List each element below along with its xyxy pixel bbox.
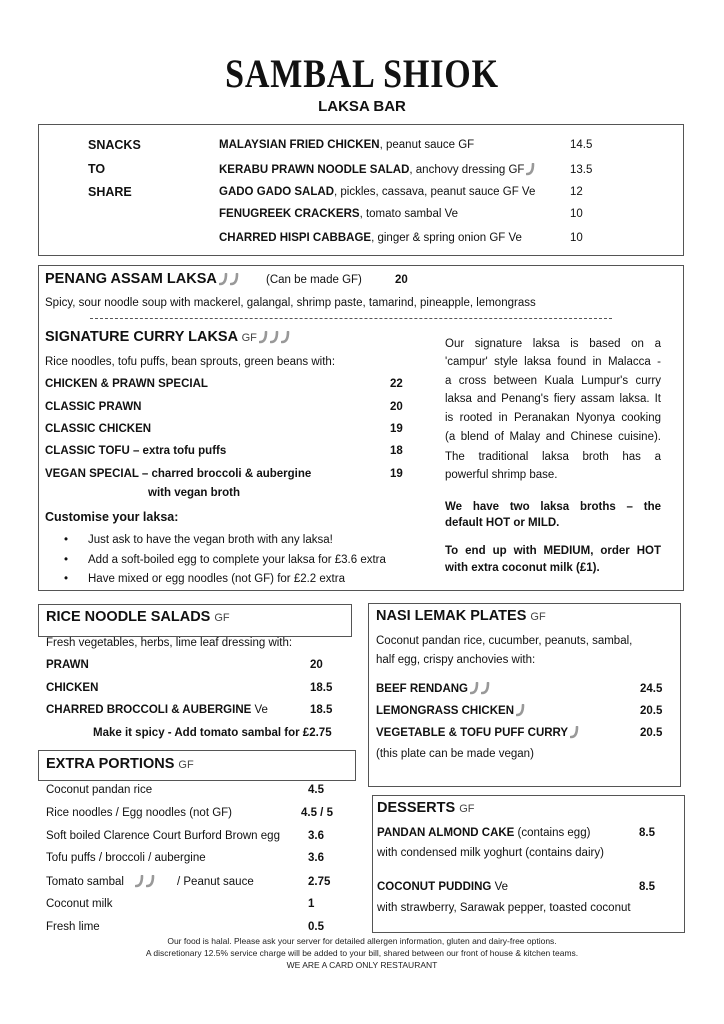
price: 14.5 (570, 139, 593, 151)
dish-name: LEMONGRASS CHICKEN (376, 705, 515, 717)
dish-desc: , peanut sauce GF (379, 139, 475, 151)
salad-price (310, 703, 332, 717)
signature-title (45, 328, 290, 347)
dessert-desc (377, 901, 631, 915)
laksa-story-line (445, 337, 661, 351)
price: 20 (390, 401, 403, 413)
bullet-icon: • (64, 554, 69, 566)
chili-icon (135, 875, 144, 888)
snack-item (219, 207, 458, 221)
extra-price (308, 851, 324, 865)
dessert-price (639, 826, 655, 840)
extra-item (177, 875, 254, 889)
bullet-icon: • (64, 534, 69, 546)
chili-icon (259, 331, 268, 344)
laksa-story-line (445, 450, 661, 464)
extra-item (46, 920, 100, 934)
extra-name: Tofu puffs / broccoli / aubergine (46, 852, 206, 864)
extra-item (46, 875, 124, 889)
price: 19 (390, 423, 403, 435)
extra-price (308, 829, 324, 843)
story-text: is rooted in Peranakan Nyonya cooking (445, 412, 661, 424)
dish-name: CHARRED BROCCOLI & AUBERGINE (46, 704, 252, 716)
broth-text: We have two laksa broths – the (445, 501, 661, 513)
dessert-item (377, 880, 508, 894)
footer-card-only: WE ARE A CARD ONLY RESTAURANT (286, 960, 438, 970)
extra-name: Soft boiled Clarence Court Burford Brown egg (46, 830, 280, 842)
customise-text: Have mixed or egg noodles (not GF) for £2.2 extra (88, 573, 345, 585)
medium-note (445, 561, 600, 575)
chili-icon (270, 331, 279, 344)
salads-title-text: RICE NOODLE SALADS (46, 609, 211, 625)
price: 13.5 (570, 164, 593, 176)
salad-item (46, 658, 89, 672)
story-text: 'campur' style laksa found in Malacca - (445, 356, 661, 368)
price: 0.5 (308, 921, 324, 933)
extra-price (308, 875, 330, 889)
snack-price (570, 138, 592, 152)
medium-text: To end up with MEDIUM, order HOT (445, 545, 661, 557)
laksa-price (390, 467, 403, 481)
story-text: laksa and Penang's fiery assam laksa. It (445, 393, 661, 405)
dish-name: KERABU PRAWN NOODLE SALAD (219, 164, 410, 176)
salads-intro: Fresh vegetables, herbs, lime leaf dressing with: (46, 637, 293, 649)
price: 3.6 (308, 830, 324, 842)
price: 24.5 (640, 683, 663, 695)
salad-item (46, 681, 98, 695)
dish-desc: with strawberry, Sarawak pepper, toasted coconut (377, 902, 631, 914)
nasi-title-text: NASI LEMAK PLATES (376, 608, 527, 624)
price: 4.5 (308, 784, 324, 796)
story-text: (a blend of Malay and Chinese cuisine). (445, 431, 661, 443)
extras-title-text: EXTRA PORTIONS (46, 756, 175, 772)
nasi-price (640, 682, 662, 696)
customise-title: Customise your laksa: (45, 510, 179, 524)
story-text: powerful shrimp base. (445, 469, 558, 481)
story-text: Our signature laksa is based on a (445, 338, 661, 350)
dish-name: CLASSIC CHICKEN (45, 423, 152, 435)
extra-price (308, 920, 324, 934)
snack-price (570, 207, 583, 221)
snacks-label: TO (88, 162, 106, 176)
dish-name: CHARRED HISPI CABBAGE (219, 232, 372, 244)
extra-item (46, 806, 232, 820)
dish-name: CLASSIC PRAWN (45, 401, 142, 413)
price: 3.6 (308, 852, 324, 864)
restaurant-name: SAMBAL SHIOK (225, 51, 499, 96)
snack-price (570, 185, 583, 199)
chili-group (257, 329, 290, 345)
bullet-icon: • (64, 573, 69, 585)
customise-text: Just ask to have the vegan broth with any laksa! (88, 534, 333, 546)
price: 10 (570, 232, 583, 244)
desserts-title (377, 799, 474, 818)
penang-desc: Spicy, sour noodle soup with mackerel, galangal, shrimp paste, tamarind, pineapple, lemongrass (45, 297, 536, 309)
laksa-price (390, 377, 403, 391)
extra-name: Coconut pandan rice (46, 784, 153, 796)
story-text: The traditional laksa broth has a (445, 451, 661, 463)
snacks-label: SHARE (88, 185, 132, 199)
dish-name: BEEF RENDANG (376, 683, 469, 695)
price: 4.5 / 5 (301, 807, 333, 819)
penang-price: 20 (395, 274, 408, 286)
snack-price (570, 163, 592, 177)
dish-desc: , pickles, cassava, peanut sauce GF Ve (334, 186, 536, 198)
signature-intro: Rice noodles, tofu puffs, bean sprouts, green beans with: (45, 356, 336, 368)
dish-suffix: (contains egg) (514, 827, 591, 839)
laksa-story-line (445, 468, 558, 482)
extra-price (308, 783, 324, 797)
laksa-story-line (445, 355, 661, 369)
gf-tag: GF (178, 759, 194, 771)
laksa-item (45, 444, 226, 458)
extra-item (46, 783, 152, 797)
gf-tag: GF (530, 611, 546, 623)
penang-note: (Can be made GF) (266, 274, 362, 286)
dessert-desc (377, 846, 604, 860)
restaurant-subtitle: LAKSA BAR (318, 98, 406, 115)
dish-name: COCONUT PUDDING (377, 881, 492, 893)
price: 22 (390, 378, 403, 390)
gf-tag: GF (241, 332, 257, 344)
divider (90, 318, 612, 319)
nasi-intro: half egg, crispy anchovies with: (376, 654, 536, 666)
chili-icon (230, 273, 239, 286)
dish-name: CHICKEN (46, 682, 99, 694)
extra-price (301, 806, 333, 820)
extras-title (46, 755, 194, 774)
extra-name: Coconut milk (46, 898, 113, 910)
customise-option (88, 572, 345, 586)
medium-note (445, 544, 661, 558)
laksa-story-line (445, 392, 661, 406)
dish-name: PRAWN (46, 659, 89, 671)
chili-icon (281, 331, 290, 344)
price: 1 (308, 898, 315, 910)
vegan-broth-note: with vegan broth (148, 487, 240, 499)
price: 18 (390, 445, 403, 457)
extra-name: Fresh lime (46, 921, 100, 933)
dish-suffix: Ve (491, 881, 509, 893)
extra-price (308, 897, 314, 911)
laksa-item (45, 377, 208, 391)
snack-item (219, 185, 535, 199)
laksa-item (45, 467, 311, 481)
nasi-item (376, 704, 525, 718)
chili-icon (481, 682, 490, 695)
customise-option (88, 533, 333, 547)
chili-icon (516, 704, 525, 717)
chili-icon (526, 163, 535, 176)
price: 8.5 (639, 827, 655, 839)
dish-desc: with condensed milk yoghurt (contains dairy) (377, 847, 604, 859)
laksa-item (45, 400, 141, 414)
salads-title (46, 608, 230, 627)
broths-note (445, 516, 559, 530)
price: 12 (570, 186, 583, 198)
gf-tag: GF (459, 803, 475, 815)
price: 20.5 (640, 727, 663, 739)
chili-group (217, 271, 239, 287)
dish-suffix: Ve (251, 704, 268, 716)
price: 18.5 (310, 704, 333, 716)
chili-icon (570, 726, 579, 739)
penang-title (45, 270, 239, 288)
dish-name: VEGAN SPECIAL – charred broccoli & aubergine (45, 468, 312, 480)
laksa-story-line (445, 374, 661, 388)
salad-price (310, 658, 323, 672)
snack-item (219, 138, 474, 152)
dish-name: FENUGREEK CRACKERS (219, 208, 360, 220)
price: 10 (570, 208, 583, 220)
nasi-item (376, 726, 579, 740)
dish-desc: , ginger & spring onion GF Ve (371, 232, 522, 244)
snack-item (219, 231, 522, 245)
customise-text: Add a soft-boiled egg to complete your laksa for £3.6 extra (88, 554, 386, 566)
price: 20.5 (640, 705, 663, 717)
footer-halal: Our food is halal. Please ask your server for detailed allergen information, gluten and dairy-free options. (167, 936, 557, 946)
extra-item (46, 851, 206, 865)
nasi-title (376, 607, 546, 626)
price: 19 (390, 468, 403, 480)
snacks-label: SNACKS (88, 138, 141, 152)
dish-name: MALAYSIAN FRIED CHICKEN (219, 139, 380, 151)
laksa-item (45, 422, 151, 436)
medium-text: with extra coconut milk (£1). (445, 562, 600, 574)
price: 18.5 (310, 682, 333, 694)
extra-name: Tomato sambal (46, 876, 124, 888)
extra-name: Rice noodles / Egg noodles (not GF) (46, 807, 233, 819)
dish-name: PANDAN ALMOND CAKE (377, 827, 515, 839)
chili-icon (470, 682, 479, 695)
dessert-price (639, 880, 655, 894)
chili-icon (146, 875, 155, 888)
price: 2.75 (308, 876, 331, 888)
broth-text: default HOT or MILD. (445, 517, 560, 529)
nasi-intro: Coconut pandan rice, cucumber, peanuts, sambal, (376, 635, 633, 647)
nasi-item (376, 682, 490, 696)
dish-name: GADO GADO SALAD (219, 186, 334, 198)
penang-title-text: PENANG ASSAM LAKSA (45, 271, 217, 287)
dish-name: CHICKEN & PRAWN SPECIAL (45, 378, 208, 390)
laksa-price (390, 422, 403, 436)
snack-item (219, 163, 535, 177)
nasi-note: (this plate can be made vegan) (376, 748, 534, 760)
price: 20 (310, 659, 323, 671)
dish-desc: , anchovy dressing GF (409, 164, 525, 176)
price: 8.5 (639, 881, 655, 893)
extra-item (46, 897, 112, 911)
laksa-price (390, 444, 403, 458)
laksa-story-line (445, 411, 661, 425)
dish-name: VEGETABLE & TOFU PUFF CURRY (376, 727, 569, 739)
salad-price (310, 681, 332, 695)
dessert-item (377, 826, 590, 840)
laksa-story-line (445, 430, 661, 444)
chili-group (133, 875, 155, 889)
snack-price (570, 231, 583, 245)
dish-desc: , tomato sambal Ve (359, 208, 459, 220)
extra-item (46, 829, 280, 843)
broths-note (445, 500, 661, 514)
desserts-title-text: DESSERTS (377, 800, 456, 816)
salad-item (46, 703, 268, 717)
laksa-price (390, 400, 403, 414)
salads-spicy-note: Make it spicy - Add tomato sambal for £2.75 (93, 727, 332, 739)
nasi-price (640, 704, 662, 718)
customise-option (88, 553, 386, 567)
footer-service-charge: A discretionary 12.5% service charge will be added to your bill, shared between our front of house & kitchen teams. (145, 948, 579, 958)
dish-name: CLASSIC TOFU – extra tofu puffs (45, 445, 227, 457)
nasi-price (640, 726, 662, 740)
chili-icon (219, 273, 228, 286)
extra-name: / Peanut sauce (177, 876, 254, 888)
story-text: a cross between Kuala Lumpur's curry (445, 375, 661, 387)
signature-title-text: SIGNATURE CURRY LAKSA (45, 329, 238, 345)
gf-tag: GF (214, 612, 230, 624)
